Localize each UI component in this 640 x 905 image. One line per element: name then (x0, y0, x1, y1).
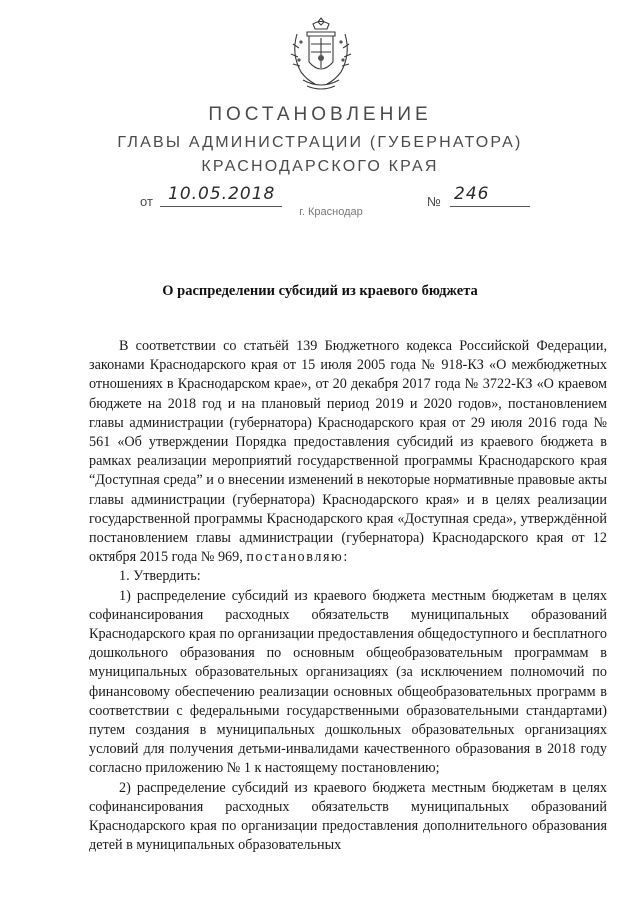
date-label: от (140, 194, 153, 209)
approve-paragraph: 1. Утвердить: (119, 568, 201, 585)
city-label: г. Краснодар (299, 206, 363, 218)
region-heading: КРАСНОДАРСКОГО КРАЯ (201, 158, 439, 175)
date-field (160, 184, 282, 207)
document-body (89, 337, 607, 855)
number-field (450, 184, 530, 207)
number-value: 246 (454, 184, 490, 204)
date-value: 10.05.2018 (168, 184, 276, 204)
item-2-paragraph: 2) распределение субсидий из краевого бюджета местным бюджетам в целях софинансирования расходных обязательств муниципальных образований Краснодарского края по организации предоставления дополнительного образования детей в муниципальных образовательных (89, 779, 607, 854)
document-title: О распределении субсидий из краевого бюджета (162, 283, 478, 299)
preamble-text: В соответствии со статьёй 139 Бюджетного кодекса Российской Федерации, законами Краснодарского края от 15 июля 2005 года № 918-КЗ «О межбюджетных отношениях в Краснодарском крае», от 20 декабря 2017 года № 3722-КЗ «О краевом бюджете на 2018 год и на плановый период 2019 и 2020 годов», постановлением главы администрации (губернатора) Краснодарского края от 29 июля 2016 года № 561 «Об утверждении Порядка предоставления субсидий из краевого бюджета в рамках реализации мероприятий государственной программы Краснодарского края “Доступная среда” и о внесении изменений в некоторые нормативные правовые акты главы администрации (губернатора) Краснодарского края» и в целях реализации государственной программы Краснодарского края «Доступная среда», утверждённой постановлением главы администрации (губернатора) Краснодарского края от 12 октября 2015 года № 969, (89, 338, 607, 566)
decree-type-heading: ПОСТАНОВЛЕНИЕ (208, 104, 432, 125)
preamble-paragraph (89, 337, 607, 567)
resolve-word: постановляю: (246, 549, 349, 566)
coat-of-arms-emblem (287, 14, 355, 96)
number-label: № (427, 194, 441, 209)
issuer-heading: ГЛАВЫ АДМИНИСТРАЦИИ (ГУБЕРНАТОРА) (117, 134, 523, 151)
item-1-paragraph: 1) распределение субсидий из краевого бюджета местным бюджетам в целях софинансирования расходных обязательств муниципальных образований Краснодарского края по организации предоставления общедоступного и бесплатного дошкольного образования по основным общеобразовательным программам в муниципальных образовательных организациях (за исключением полномочий по финансовому обеспечению реализации основных общеобразовательных программ в соответствии с федеральными государственными образовательными стандартами) путем создания в муниципальных дошкольных образовательных организациях условий для получения детьми-инвалидами качественного образования в 2018 году согласно приложению № 1 к настоящему постановлению; (89, 587, 607, 777)
